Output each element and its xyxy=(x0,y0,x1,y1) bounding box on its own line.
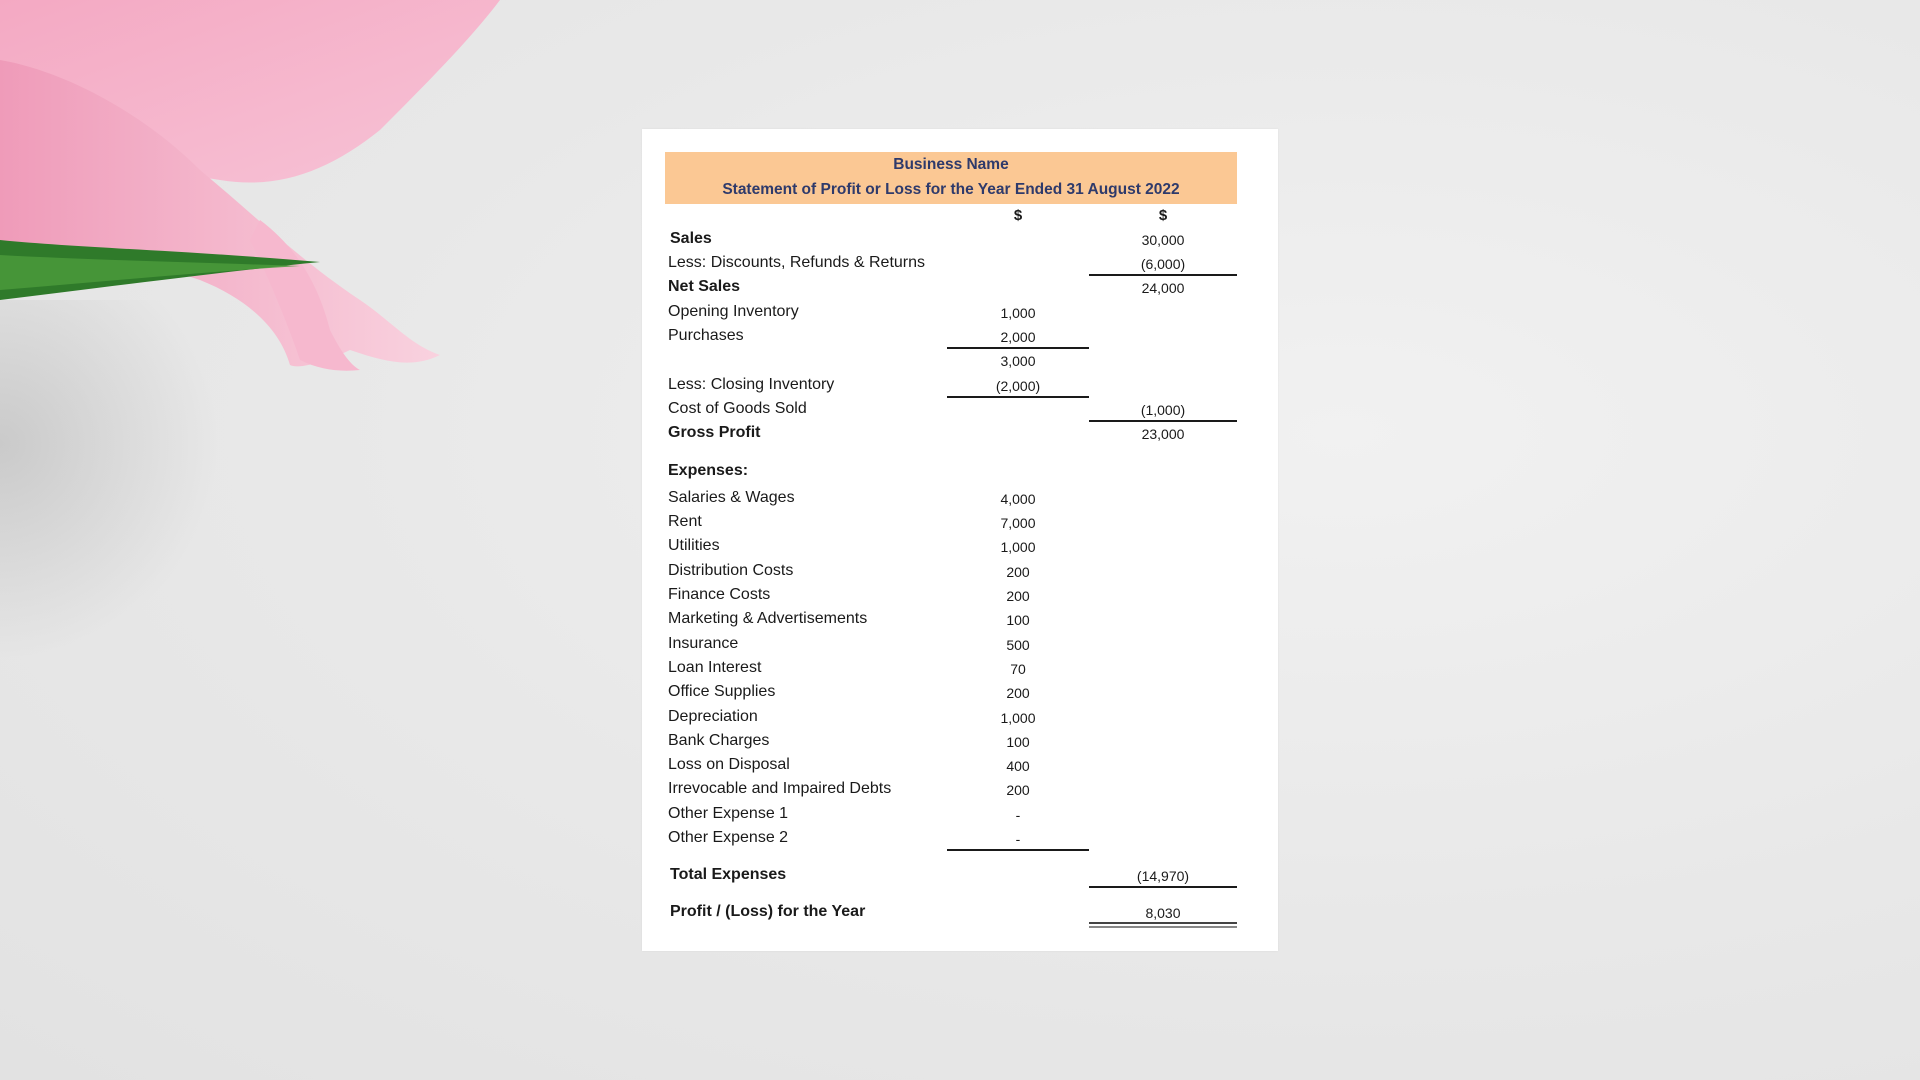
list-item: Other Expense 1 xyxy=(668,805,789,822)
list-item: Utilities xyxy=(668,537,720,554)
list-item: Loan Interest xyxy=(668,659,762,676)
net-sales-label: Net Sales xyxy=(668,278,741,295)
list-item: Rent xyxy=(668,513,702,530)
rule xyxy=(1089,274,1237,276)
opening-inventory-value: 1,000 xyxy=(1000,305,1036,321)
cogs-label: Cost of Goods Sold xyxy=(668,400,807,417)
opening-inventory-label: Opening Inventory xyxy=(668,303,799,320)
list-item-value: 70 xyxy=(1010,661,1026,677)
total-expenses-label: Total Expenses xyxy=(670,866,787,883)
rule xyxy=(947,347,1089,349)
list-item: Other Expense 2 xyxy=(668,829,789,846)
shadow-decoration xyxy=(0,300,220,660)
total-expenses-value: (14,970) xyxy=(1136,868,1190,884)
column-header-1: $ xyxy=(1013,207,1023,224)
business-name: Business Name xyxy=(893,156,1009,173)
closing-inventory-value: (2,000) xyxy=(995,378,1041,394)
list-item-value: 100 xyxy=(1006,734,1030,750)
purchases-value: 2,000 xyxy=(1000,329,1036,345)
list-item-value: 400 xyxy=(1006,758,1030,774)
list-item-value: 200 xyxy=(1006,685,1030,701)
list-item: Irrevocable and Impaired Debts xyxy=(668,780,892,797)
cogs-value: (1,000) xyxy=(1140,402,1186,418)
rule xyxy=(1089,886,1237,888)
list-item-value: 100 xyxy=(1006,612,1030,628)
purchases-label: Purchases xyxy=(668,327,744,344)
list-item: Finance Costs xyxy=(668,586,771,603)
net-sales-value: 24,000 xyxy=(1141,280,1185,296)
list-item-value: 500 xyxy=(1006,637,1030,653)
profit-loss-statement xyxy=(642,129,1278,951)
list-item-value: 1,000 xyxy=(1000,710,1036,726)
gross-profit-label: Gross Profit xyxy=(668,424,761,441)
double-rule xyxy=(1089,922,1237,928)
statement-header xyxy=(665,152,1237,204)
sales-value: 30,000 xyxy=(1141,232,1185,248)
gross-profit-value: 23,000 xyxy=(1141,426,1185,442)
inventory-subtotal-value: 3,000 xyxy=(1000,353,1036,369)
list-item: Bank Charges xyxy=(668,732,770,749)
list-item-value: - xyxy=(1015,807,1021,823)
list-item-value: 1,000 xyxy=(1000,539,1036,555)
rule xyxy=(947,396,1089,398)
list-item-value: 200 xyxy=(1006,564,1030,580)
list-item-value: 4,000 xyxy=(1000,491,1036,507)
list-item: Marketing & Advertisements xyxy=(668,610,868,627)
list-item-value: - xyxy=(1015,831,1021,847)
column-header-2: $ xyxy=(1158,207,1168,224)
expenses-heading: Expenses: xyxy=(668,462,749,479)
list-item-value: 7,000 xyxy=(1000,515,1036,531)
list-item: Insurance xyxy=(668,635,739,652)
list-item-value: 200 xyxy=(1006,782,1030,798)
discounts-label: Less: Discounts, Refunds & Returns xyxy=(668,254,926,271)
list-item-value: 200 xyxy=(1006,588,1030,604)
profit-value: 8,030 xyxy=(1145,905,1181,921)
list-item: Depreciation xyxy=(668,708,758,725)
rule xyxy=(1089,420,1237,422)
profit-label: Profit / (Loss) for the Year xyxy=(670,903,866,920)
list-item: Distribution Costs xyxy=(668,562,794,579)
list-item: Office Supplies xyxy=(668,683,776,700)
sales-label: Sales xyxy=(670,230,712,247)
discounts-value: (6,000) xyxy=(1140,256,1186,272)
list-item: Loss on Disposal xyxy=(668,756,790,773)
rule xyxy=(947,849,1089,851)
statement-title: Statement of Profit or Loss for the Year Ended 31 August 2022 xyxy=(722,181,1180,198)
list-item: Salaries & Wages xyxy=(668,489,795,506)
closing-inventory-label: Less: Closing Inventory xyxy=(668,376,835,393)
